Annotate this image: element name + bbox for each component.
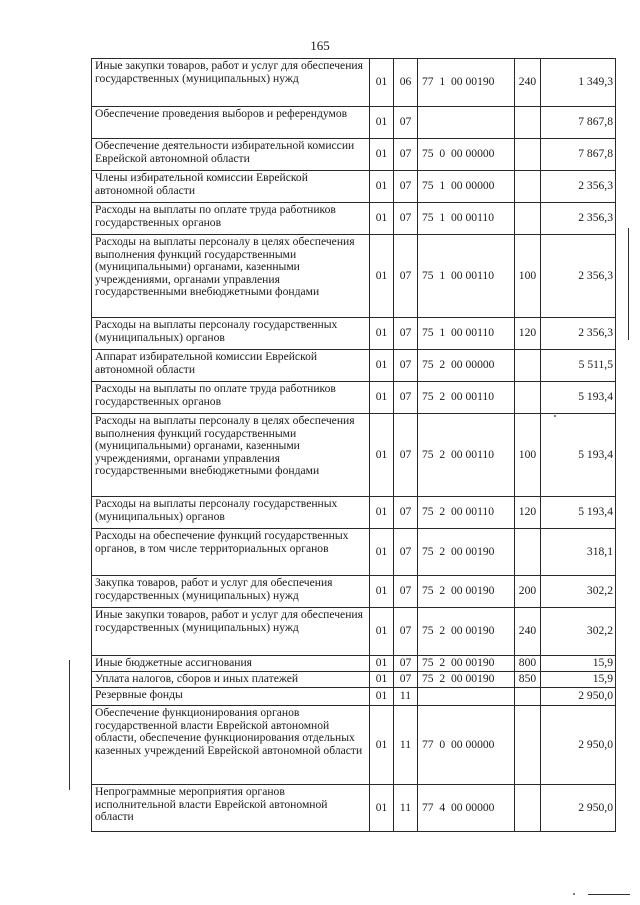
row-section-code: 01 <box>370 414 394 497</box>
row-section-code: 01 <box>370 576 394 608</box>
table-row <box>92 529 616 576</box>
row-section-code: 01 <box>370 107 394 139</box>
row-amount: 2 950,0 <box>541 706 616 785</box>
row-subsection-code: 07 <box>394 235 418 318</box>
row-section-code: 01 <box>370 785 394 832</box>
table-row <box>92 107 616 139</box>
row-target-article-code: 75 0 00 00000 <box>418 139 515 171</box>
row-amount: 7 867,8 <box>541 107 616 139</box>
row-target-article-code: 77 4 00 00000 <box>418 785 515 832</box>
row-target-article-code <box>418 107 515 139</box>
row-amount: 302,2 <box>541 608 616 656</box>
row-name: Расходы на выплаты по оплате труда работников государственных органов <box>92 382 370 414</box>
row-name: Расходы на обеспечение функций государственных органов, в том числе территориальных органов <box>92 529 370 576</box>
row-subsection-code: 07 <box>394 203 418 235</box>
row-expense-type-code: 240 <box>515 608 541 656</box>
row-amount: 5 193,4 <box>541 414 616 497</box>
scan-margin-line-left <box>69 660 70 790</box>
row-section-code: 01 <box>370 318 394 350</box>
row-amount: 15,9 <box>541 672 616 688</box>
row-expense-type-code: 800 <box>515 656 541 672</box>
row-subsection-code: 07 <box>394 497 418 529</box>
row-expense-type-code: 240 <box>515 59 541 107</box>
row-target-article-code: 75 2 00 00190 <box>418 529 515 576</box>
row-name: Аппарат избирательной комиссии Еврейской автономной области <box>92 350 370 382</box>
row-expense-type-code <box>515 529 541 576</box>
row-subsection-code: 07 <box>394 139 418 171</box>
row-target-article-code: 75 1 00 00110 <box>418 318 515 350</box>
row-section-code: 01 <box>370 171 394 203</box>
row-name: Расходы на выплаты персоналу государственных (муниципальных) органов <box>92 318 370 350</box>
table-row <box>92 171 616 203</box>
table-row <box>92 608 616 656</box>
table-body <box>92 59 616 832</box>
row-target-article-code: 77 1 00 00190 <box>418 59 515 107</box>
table-row <box>92 139 616 171</box>
scan-margin-line-bottom <box>588 894 630 895</box>
table-row <box>92 350 616 382</box>
row-section-code: 01 <box>370 656 394 672</box>
row-name: Резервные фонды <box>92 688 370 706</box>
row-subsection-code: 07 <box>394 382 418 414</box>
table-row <box>92 656 616 672</box>
row-section-code: 01 <box>370 672 394 688</box>
row-name: Расходы на выплаты персоналу в целях обеспечения выполнения функций государственными (муниципальными) органами, казенными учреждениями, органами управления государственными внебюджетными фондами <box>92 414 370 497</box>
table-row <box>92 382 616 414</box>
table-row <box>92 576 616 608</box>
table-row <box>92 203 616 235</box>
table-row <box>92 688 616 706</box>
row-target-article-code: 75 2 00 00190 <box>418 672 515 688</box>
row-subsection-code: 06 <box>394 59 418 107</box>
row-subsection-code: 07 <box>394 529 418 576</box>
row-target-article-code: 75 2 00 00110 <box>418 382 515 414</box>
row-section-code: 01 <box>370 529 394 576</box>
row-amount: 2 356,3 <box>541 318 616 350</box>
row-name: Обеспечение деятельности избирательной комиссии Еврейской автономной области <box>92 139 370 171</box>
row-subsection-code: 07 <box>394 350 418 382</box>
page-number: 165 <box>310 38 330 53</box>
row-name: Расходы на выплаты по оплате труда работников государственных органов <box>92 203 370 235</box>
row-amount: 15,9 <box>541 656 616 672</box>
row-expense-type-code: 850 <box>515 672 541 688</box>
row-target-article-code: 75 1 00 00110 <box>418 235 515 318</box>
row-expense-type-code <box>515 688 541 706</box>
row-section-code: 01 <box>370 139 394 171</box>
row-expense-type-code: 100 <box>515 414 541 497</box>
row-name: Обеспечение проведения выборов и референдумов <box>92 107 370 139</box>
scan-margin-line-right <box>628 228 629 340</box>
row-name: Иные закупки товаров, работ и услуг для обеспечения государственных (муниципальных) нужд <box>92 59 370 107</box>
row-expense-type-code <box>515 350 541 382</box>
row-subsection-code: 07 <box>394 318 418 350</box>
row-subsection-code: 07 <box>394 656 418 672</box>
row-subsection-code: 07 <box>394 608 418 656</box>
row-expense-type-code <box>515 382 541 414</box>
row-name: Иные бюджетные ассигнования <box>92 656 370 672</box>
table-row <box>92 414 616 497</box>
row-section-code: 01 <box>370 688 394 706</box>
row-amount: 5 511,5 <box>541 350 616 382</box>
row-target-article-code <box>418 688 515 706</box>
table-row <box>92 59 616 107</box>
table-row <box>92 497 616 529</box>
row-amount: 7 867,8 <box>541 139 616 171</box>
row-section-code: 01 <box>370 203 394 235</box>
row-amount: 2 356,3 <box>541 235 616 318</box>
row-subsection-code: 07 <box>394 107 418 139</box>
row-target-article-code: 75 2 00 00190 <box>418 608 515 656</box>
row-section-code: 01 <box>370 497 394 529</box>
scan-speck <box>573 893 575 895</box>
row-subsection-code: 07 <box>394 576 418 608</box>
row-name: Расходы на выплаты персоналу в целях обеспечения выполнения функций государственными (муниципальными) органами, казенными учреждениями, органами управления государственными внебюджетными фондами <box>92 235 370 318</box>
row-name: Непрограммные мероприятия органов исполнительной власти Еврейской автономной области <box>92 785 370 832</box>
table-row <box>92 672 616 688</box>
row-expense-type-code <box>515 203 541 235</box>
row-subsection-code: 07 <box>394 171 418 203</box>
row-target-article-code: 75 2 00 00110 <box>418 497 515 529</box>
row-expense-type-code: 100 <box>515 235 541 318</box>
row-subsection-code: 11 <box>394 785 418 832</box>
row-amount: 2 356,3 <box>541 203 616 235</box>
row-amount: 1 349,3 <box>541 59 616 107</box>
row-section-code: 01 <box>370 608 394 656</box>
table-row <box>92 706 616 785</box>
row-target-article-code: 75 2 00 00000 <box>418 350 515 382</box>
row-subsection-code: 07 <box>394 672 418 688</box>
row-amount: 318,1 <box>541 529 616 576</box>
row-name: Члены избирательной комиссии Еврейской автономной области <box>92 171 370 203</box>
row-name: Расходы на выплаты персоналу государственных (муниципальных) органов <box>92 497 370 529</box>
row-name: Иные закупки товаров, работ и услуг для обеспечения государственных (муниципальных) нужд <box>92 608 370 656</box>
table-row <box>92 785 616 832</box>
row-subsection-code: 07 <box>394 414 418 497</box>
row-section-code: 01 <box>370 382 394 414</box>
row-target-article-code: 75 1 00 00000 <box>418 171 515 203</box>
row-amount: 302,2 <box>541 576 616 608</box>
row-amount: 5 193,4 <box>541 497 616 529</box>
row-name: Уплата налогов, сборов и иных платежей <box>92 672 370 688</box>
row-subsection-code: 11 <box>394 706 418 785</box>
row-amount: 2 950,0 <box>541 688 616 706</box>
row-expense-type-code <box>515 706 541 785</box>
row-expense-type-code: 120 <box>515 497 541 529</box>
row-expense-type-code: 120 <box>515 318 541 350</box>
row-subsection-code: 11 <box>394 688 418 706</box>
row-target-article-code: 75 1 00 00110 <box>418 203 515 235</box>
row-target-article-code: 75 2 00 00190 <box>418 576 515 608</box>
budget-allocation-table <box>91 58 616 832</box>
row-expense-type-code <box>515 139 541 171</box>
row-amount: 2 950,0 <box>541 785 616 832</box>
row-section-code: 01 <box>370 706 394 785</box>
row-target-article-code: 77 0 00 00000 <box>418 706 515 785</box>
row-expense-type-code <box>515 171 541 203</box>
row-target-article-code: 75 2 00 00110 <box>418 414 515 497</box>
row-expense-type-code <box>515 785 541 832</box>
row-expense-type-code: 200 <box>515 576 541 608</box>
row-section-code: 01 <box>370 350 394 382</box>
scan-speck <box>554 415 556 417</box>
row-section-code: 01 <box>370 59 394 107</box>
row-section-code: 01 <box>370 235 394 318</box>
row-amount: 5 193,4 <box>541 382 616 414</box>
table-row <box>92 235 616 318</box>
row-expense-type-code <box>515 107 541 139</box>
row-target-article-code: 75 2 00 00190 <box>418 656 515 672</box>
table-row <box>92 318 616 350</box>
row-amount: 2 356,3 <box>541 171 616 203</box>
row-name: Закупка товаров, работ и услуг для обеспечения государственных (муниципальных) нужд <box>92 576 370 608</box>
row-name: Обеспечение функционирования органов государственной власти Еврейской автономной области, обеспечение функционирования отдельных казенных учреждений Еврейской автономной области <box>92 706 370 785</box>
